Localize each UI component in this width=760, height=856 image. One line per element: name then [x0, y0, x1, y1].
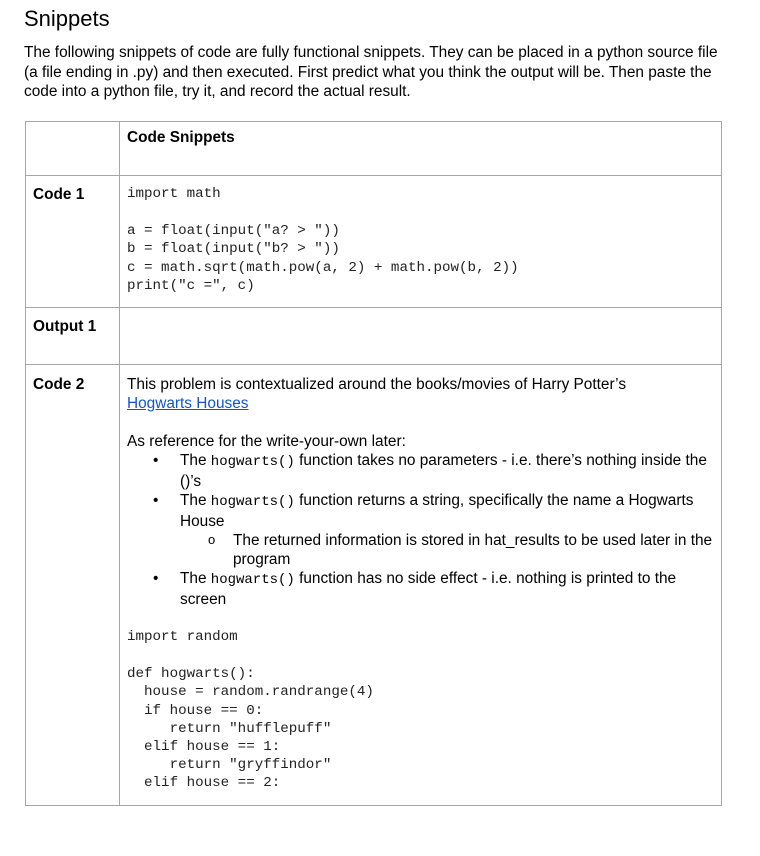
table-header-cell: Code Snippets: [120, 122, 722, 176]
code1-cell: [120, 176, 722, 308]
inline-code: hogwarts(): [210, 494, 295, 510]
reference-intro: As reference for the write-your-own later:: [127, 433, 406, 450]
page-title: Snippets: [24, 6, 110, 31]
code2-row: [26, 365, 722, 806]
snippets-table: [25, 121, 722, 806]
sub-list-item: o The returned information is stored in hat_results to be used later in the program: [233, 531, 713, 569]
code1-label: Code 1: [26, 176, 120, 308]
sub-list: [180, 531, 713, 569]
code1-block: a = float(input("a? > ")) b = float(input("b? > ")) c = math.sqrt(math.pow(a, 2) + math.pow(b, 2)) print("c =", c): [127, 223, 519, 294]
code1-row: [26, 176, 722, 308]
inline-code: hogwarts(): [210, 454, 295, 470]
output1-row: [26, 308, 722, 365]
code2-label: Code 2: [26, 365, 120, 806]
inline-code: hogwarts(): [210, 572, 295, 588]
list-item: • The hogwarts() function takes no parameters - i.e. there’s nothing inside the ()’s: [180, 451, 713, 491]
list-item: • The hogwarts() function returns a string, specifically the name a Hogwarts House o The returned information is stored in hat_results to be used later in the program: [180, 491, 713, 569]
list-item: • The hogwarts() function has no side effect - i.e. nothing is printed to the screen: [180, 569, 713, 609]
code2-import-line: import random: [127, 629, 238, 645]
code2-cell: [120, 365, 722, 806]
table-header-row: [26, 122, 722, 176]
intro-paragraph: The following snippets of code are fully functional snippets. They can be placed in a python source file (a file ending in .py) and then executed. First predict what you think the output will be. Then paste the code into a python file, try it, and record the actual result.: [24, 44, 718, 100]
code2-block: def hogwarts(): house = random.randrange(4) if house == 0: return "hufflepuff" elif house == 1: return "gryffindor" elif house == 2:: [127, 666, 374, 792]
output1-cell[interactable]: [120, 308, 722, 365]
hogwarts-houses-link[interactable]: Hogwarts Houses: [127, 395, 249, 412]
output1-label: Output 1: [26, 308, 120, 365]
reference-list: [127, 451, 713, 609]
context-text: This problem is contextualized around the books/movies of Harry Potter’s: [127, 376, 627, 393]
header-empty-cell: [26, 122, 120, 176]
code1-import-line: import math: [127, 186, 221, 202]
